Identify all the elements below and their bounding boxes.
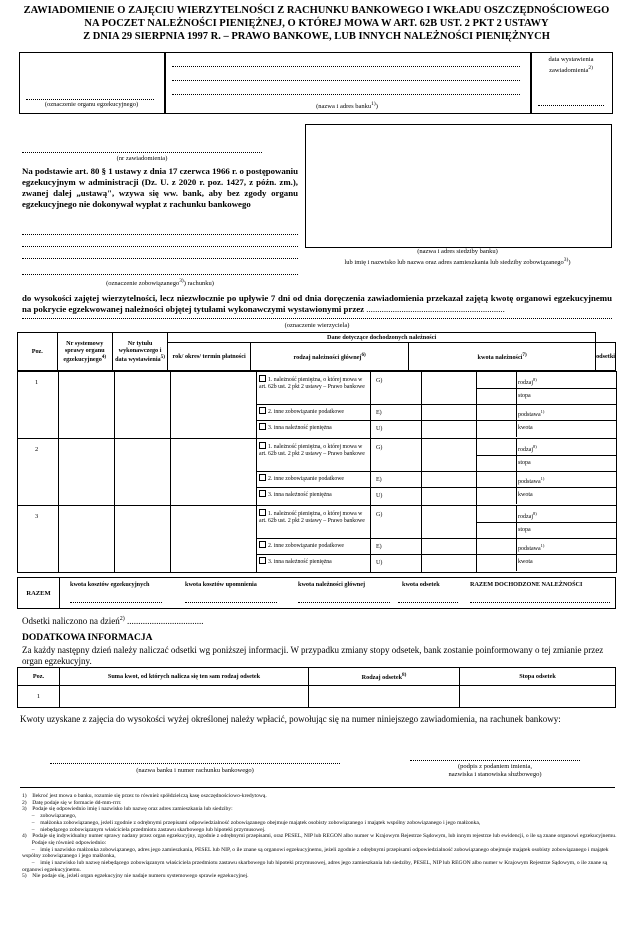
option-mark: E) <box>376 477 382 483</box>
th-rok: rok/ okres/ termin płatności <box>168 343 251 371</box>
summary-col-label: kwota kosztów egzekucyjnych <box>70 581 150 588</box>
add-th-stopa: Stopa odsetek <box>460 668 616 686</box>
footnote: 2) Datę podaje się w formacie dd-mm-rrrr. <box>22 799 122 806</box>
th-poz: Poz. <box>18 333 58 371</box>
summary-col-label: RAZEM DOCHODZONE NALEŻNOŚCI <box>470 581 583 588</box>
add-cell[interactable] <box>309 686 460 708</box>
summary-col-label: kwota należności głównej <box>298 581 366 588</box>
claim-cell <box>114 438 171 506</box>
summary-cols <box>60 578 616 609</box>
organ-caption: (oznaczenie organu egzekucyjnego) <box>44 101 139 108</box>
footnote: 3) Podaje się odpowiednio imię i nazwisko lub nazwę oraz adres zamieszkania lub siedziby: <box>22 806 233 813</box>
th-nr-systemowy: Nr systemowy sprawy organu egzekucyjnego$^{4)}$ <box>57 333 112 371</box>
summary-table <box>17 577 616 609</box>
address-caption: (nazwa i adres siedziby banku) lub imię i nazwisko lub nazwa oraz adres zamieszkania lub siedziby zobowiązanego$^{3)}$) <box>344 248 571 267</box>
footnote: Podaje się również odpowiednio: <box>22 839 107 846</box>
claim-cell <box>476 505 617 573</box>
summary-col-label: kwota kosztów upomnienia <box>185 581 257 588</box>
document-title <box>0 4 633 43</box>
checkbox[interactable] <box>259 375 266 382</box>
title-line: ZAWIADOMIENIE O ZAJĘCIU WIERZYTELNOŚCI Z RACHUNKU BANKOWEGO I WKŁADU OSZCZĘDNOŚCIOWEGO <box>23 5 610 16</box>
interest-label: podstawa$^{1)}$ <box>518 409 545 418</box>
claim-cell <box>58 371 115 439</box>
th-odsetki: odsetki <box>596 343 616 371</box>
interest-label: rodzaj$^{8)}$ <box>518 377 537 386</box>
footnote: 5) Nie podaje się, jeżeli organ egzekucyjny nie nadaje numeru systemowego sprawie egzekucyjnej. <box>22 873 249 880</box>
checkbox[interactable] <box>259 407 266 414</box>
interest-label: stopa <box>518 460 531 466</box>
interest-label: rodzaj$^{8)}$ <box>518 444 537 453</box>
claim-cell <box>58 505 115 573</box>
summary-col-label: kwota odsetek <box>402 581 440 588</box>
option-checkbox-label[interactable]: 2. inne zobowiązanie podatkowe <box>259 407 367 416</box>
option-mark: U) <box>376 493 383 499</box>
claim-cell <box>170 505 257 573</box>
option-checkbox-label[interactable]: 2. inne zobowiązanie podatkowe <box>259 541 367 550</box>
title-line: Z DNIA 29 SIERPNIA 1997 R. – PRAWO BANKOWE, LUB INNYCH NALEŻNOŚCI PIENIĘŻNYCH <box>83 31 550 42</box>
option-mark: E) <box>376 544 382 550</box>
option-mark: U) <box>376 560 383 566</box>
option-mark: U) <box>376 426 383 432</box>
option-mark: G) <box>376 378 383 384</box>
payment-text: Kwoty uzyskane z zajęcia do wysokości wyżej określonej należy wpłacić, powołując się na numer niniejszego zawiadomienia, na rachunek bankowy: <box>20 714 561 724</box>
claim-cell <box>170 438 257 506</box>
checkbox[interactable] <box>259 541 266 548</box>
claim-cell <box>170 371 257 439</box>
option-checkbox-label[interactable]: 2. inne zobowiązanie podatkowe <box>259 474 367 483</box>
razem-label: RAZEM <box>18 578 60 609</box>
checkbox[interactable] <box>259 423 266 430</box>
add-cell[interactable] <box>460 686 616 708</box>
checkbox[interactable] <box>259 474 266 481</box>
additional-title: DODATKOWA INFORMACJA <box>22 633 153 643</box>
checkbox[interactable] <box>259 509 266 516</box>
claim-poz: 1 <box>35 379 39 386</box>
claim-poz: 2 <box>35 446 39 453</box>
obligor-caption: (oznaczenie zobowiązanego$^{3)}$) rachunku) <box>106 278 214 288</box>
address-box[interactable] <box>305 124 612 248</box>
option-mark: E) <box>376 410 382 416</box>
main-text: do wysokości zajętej wierzytelności, lecz niezwłocznie po upływie 7 dni od dnia doręczenia zawiadomienia przekazał zajętą kwotę organowi egzekucyjnemu na pokrycie egzekwowanej należności objętej tytułami wykonawczymi wystawionymi przez ............................................................... <box>22 293 612 314</box>
checkbox[interactable] <box>259 490 266 497</box>
interest-label: stopa <box>518 393 531 399</box>
option-checkbox-label[interactable]: 1. należność pieniężna, o której mowa w art. 62b ust. 2 pkt 2 ustawy – Prawo bankowe <box>259 377 365 390</box>
claim-cell <box>476 438 617 506</box>
claims-table <box>17 332 616 371</box>
claim-cell <box>114 505 171 573</box>
interest-label: podstawa$^{1)}$ <box>518 543 545 552</box>
add-th-rodzaj: Rodzaj odsetek$^{8)}$ <box>309 668 460 686</box>
claim-cell <box>421 505 477 573</box>
interest-label: kwota <box>518 492 533 498</box>
claim-cell <box>58 438 115 506</box>
claim-cell <box>476 371 617 439</box>
additional-text: Za każdy następny dzień należy naliczać odsetki wg poniższej informacji. W przypadku zmiany stopy odsetek, bank zostanie poinformowany o tej zmianie przez organ egzekucyjny. <box>22 645 604 666</box>
checkbox[interactable] <box>259 557 266 564</box>
th-kwota: kwota należności$^{7)}$ <box>409 343 596 371</box>
claim-caption: (oznaczenie wierzyciela) <box>284 322 350 329</box>
footnote: – niebędącego zobowiązanym właściciela przedmiotu zastawu skarbowego lub hipoteki przymusowej. <box>22 826 266 833</box>
claim-poz: 3 <box>35 513 39 520</box>
footnote: – imię i nazwisko małżonka zobowiązanego, adres jego zamieszkania, PESEL lub NIP, o ile znane są organowi egzekucyjnemu, jeżeli zgodnie z odrębnymi przepisami odpowiedzialność zobowiązanego obejmuje majątek osobisty zobowiązanego i majątek wspólny zobowiązanego i jego małżonka, <box>22 846 610 860</box>
claim-cell <box>114 371 171 439</box>
add-row-poz: 1 <box>18 686 60 708</box>
claim-cell <box>421 371 477 439</box>
checkbox[interactable] <box>259 442 266 449</box>
date-label: data wystawienia zawiadomienia$^{2)}$ <box>548 56 594 75</box>
additional-table <box>17 667 616 708</box>
bank-account-caption: (nazwa banku i numer rachunku bankowego) <box>136 767 254 774</box>
interest-label: kwota <box>518 559 533 565</box>
option-checkbox-label[interactable]: 1. należność pieniężna, o której mowa w art. 62b ust. 2 pkt 2 ustawy – Prawo bankowe <box>259 511 365 524</box>
footnote: – małżonka zobowiązanego, jeżeli zgodnie z odrębnymi przepisami odpowiedzialność zobowiązanego obejmuje majątek osobisty zobowiązanego i majątek wspólny zobowiązanego i jego małżonka, <box>22 819 481 826</box>
footnote: – imię i nazwisko lub nazwę niebędącego zobowiązanym właściciela przedmiotu zastawu skarbowego lub hipoteki przymusowej, adres jego zamieszkania lub siedziby, PESEL, NIP lub REGON albo numer w Krajowym Rejestrze Sądowym, o ile znane są organowi egzekucyjnemu. <box>22 860 609 873</box>
option-mark: G) <box>376 445 383 451</box>
claim-cell <box>421 438 477 506</box>
legal-text: Na podstawie art. 80 § 1 ustawy z dnia 17 czerwca 1966 r. o postępowaniu egzekucyjnym w administracji (Dz. U. z 2020 r. poz. 1427, z późn. zm.), zwanej dalej „ustawą", wzywa się ww. bank, aby bez zgody organu egzekucyjnego nie dokonywał wypłat z rachunku bankowego <box>22 166 298 209</box>
option-checkbox-label[interactable]: 1. należność pieniężna, o której mowa w art. 62b ust. 2 pkt 2 ustawy – Prawo bankowe <box>259 444 365 457</box>
add-cell[interactable] <box>60 686 309 708</box>
footnote: 1) Ilekroć jest mowa o banku, rozumie się przez to również spółdzielczą kasę oszczędnościowo-kredytową. <box>22 793 267 799</box>
th-nr-tytulu: Nr tytułu wykonawczego i data wystawienia$^{5)}$ <box>112 333 167 371</box>
footnote: 4) Podaje się indywidualny numer sprawy nadany przez organ egzekucyjny, zgodnie z odrębnymi przepisami, oraz PESEL, NIP lub REGON albo numer w Krajowym Rejestrze Sądowym, lub innym rejestrze lub ewidencji, o ile są znane organowi egzekucyjnemu. <box>22 833 617 840</box>
th-dane: Dane dotyczące dochodzonych należności <box>168 333 596 343</box>
footnotes <box>22 793 617 880</box>
add-th-suma: Suma kwot, od których nalicza się ten sam rodzaj odsetek <box>60 668 309 686</box>
nr-caption: (nr zawiadomienia) <box>116 155 168 162</box>
interest-label: kwota <box>518 425 533 431</box>
interest-label: stopa <box>518 527 531 533</box>
title-line: NA POCZET NALEŻNOŚCI PIENIĘŻNEJ, O KTÓREJ MOWA W ART. 62B UST. 2 PKT 2 USTAWY <box>84 18 549 29</box>
option-checkbox-label[interactable]: 3. inna należność pieniężna <box>259 557 367 566</box>
signature-caption: (podpis z podaniem imienia, nazwiska i stanowiska służbowego) <box>448 763 542 778</box>
th-rodzaj: rodzaj należności głównej$^{6)}$ <box>251 343 409 371</box>
option-checkbox-label[interactable]: 3. inna należność pieniężna <box>259 490 367 499</box>
interest-label: podstawa$^{1)}$ <box>518 476 545 485</box>
bank-caption: (nazwa i adres banku$^{1)}$) <box>316 101 378 111</box>
option-mark: G) <box>376 512 383 518</box>
interest-date: Odsetki naliczono na dzień$^{2)}$ .................................. <box>22 616 204 626</box>
add-th-poz: Poz. <box>18 668 60 686</box>
option-checkbox-label[interactable]: 3. inna należność pieniężna <box>259 423 367 432</box>
footnote: – zobowiązanego, <box>22 813 77 820</box>
interest-label: rodzaj$^{8)}$ <box>518 511 537 520</box>
